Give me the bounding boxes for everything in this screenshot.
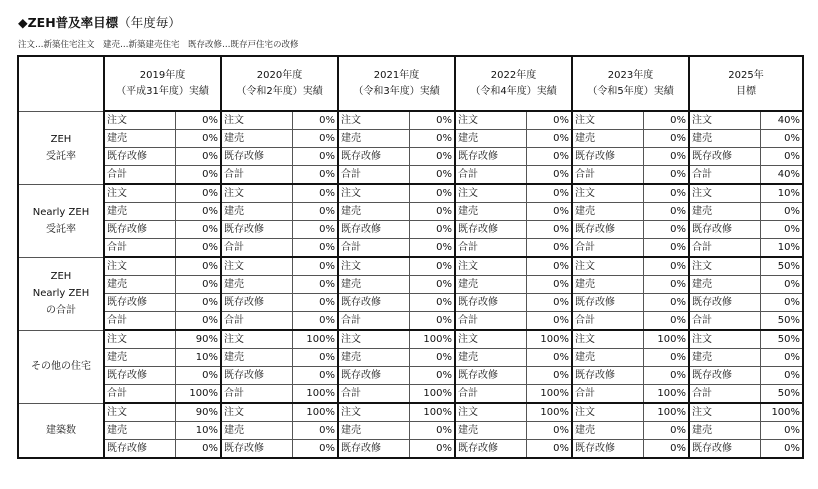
row-label: 注文 [689,257,760,276]
row-label: 合計 [338,312,409,331]
value-cell: 50% [760,257,803,276]
value-cell: 0% [175,111,221,130]
value-cell: 0% [292,130,338,148]
value-cell: 0% [526,367,572,385]
value-cell: 0% [292,166,338,185]
row-label: 建売 [338,422,409,440]
column-note: （令和4年度）実績 [470,85,557,97]
category-label: Nearly ZEH 受託率 [18,184,104,257]
row-label: 注文 [338,403,409,422]
row-label: 既存改修 [572,221,643,239]
row-label: 合計 [572,312,643,331]
value-cell: 0% [643,440,689,459]
value-cell: 0% [292,367,338,385]
row-label: 建売 [338,203,409,221]
row-label: 建売 [689,349,760,367]
table-row [18,367,803,385]
row-label: 注文 [572,184,643,203]
row-label: 建売 [572,422,643,440]
row-label: 注文 [221,257,292,276]
column-header [221,56,338,111]
value-cell: 0% [409,166,455,185]
row-label: 既存改修 [572,148,643,166]
row-label: 合計 [221,385,292,404]
value-cell: 0% [292,203,338,221]
value-cell: 0% [175,257,221,276]
value-cell: 0% [760,422,803,440]
row-label: 合計 [221,312,292,331]
row-label: 建売 [572,349,643,367]
row-label: 合計 [221,239,292,258]
value-cell: 100% [292,330,338,349]
legend-note: 注文…新築住宅注文 建売…新築建売住宅 既存改修…既存戸住宅の改修 [18,40,299,50]
row-label: 注文 [572,257,643,276]
value-cell: 0% [760,130,803,148]
row-label: 注文 [104,184,175,203]
value-cell: 0% [175,312,221,331]
value-cell: 0% [175,367,221,385]
value-cell: 0% [292,440,338,459]
value-cell: 100% [643,385,689,404]
zeh-target-table [17,55,804,459]
value-cell: 0% [409,312,455,331]
value-cell: 0% [175,239,221,258]
table-body [18,111,803,458]
row-label: 注文 [455,257,526,276]
value-cell: 10% [175,349,221,367]
page-title [18,13,181,31]
table-row [18,148,803,166]
value-cell: 0% [409,130,455,148]
row-label: 既存改修 [572,294,643,312]
value-cell: 0% [292,312,338,331]
row-label: 既存改修 [572,440,643,459]
value-cell: 100% [526,330,572,349]
value-cell: 0% [409,294,455,312]
row-label: 合計 [338,166,409,185]
row-label: 既存改修 [221,294,292,312]
value-cell: 100% [409,403,455,422]
title-main: ◆ZEH普及率目標 [18,15,119,30]
row-label: 建売 [338,349,409,367]
value-cell: 0% [175,184,221,203]
value-cell: 0% [409,440,455,459]
table-row [18,203,803,221]
row-label: 注文 [689,111,760,130]
value-cell: 0% [175,221,221,239]
row-label: 建売 [455,130,526,148]
row-label: 注文 [455,403,526,422]
value-cell: 0% [292,184,338,203]
table-row [18,166,803,185]
row-label: 建売 [221,422,292,440]
value-cell: 0% [292,221,338,239]
table-row [18,221,803,239]
value-cell: 0% [292,111,338,130]
row-label: 建売 [689,203,760,221]
row-label: 注文 [221,184,292,203]
row-label: 注文 [104,111,175,130]
row-label: 既存改修 [455,440,526,459]
value-cell: 0% [409,148,455,166]
value-cell: 0% [409,257,455,276]
value-cell: 0% [526,239,572,258]
value-cell: 0% [526,440,572,459]
row-label: 注文 [104,257,175,276]
row-label: 既存改修 [338,294,409,312]
value-cell: 0% [526,422,572,440]
value-cell: 100% [292,385,338,404]
value-cell: 0% [760,221,803,239]
row-label: 建売 [455,422,526,440]
row-label: 合計 [104,312,175,331]
category-label: ZEH Nearly ZEH の合計 [18,257,104,330]
row-label: 既存改修 [689,367,760,385]
row-label: 建売 [104,203,175,221]
column-header [104,56,221,111]
row-label: 既存改修 [338,367,409,385]
value-cell: 0% [643,184,689,203]
column-year: 2025年 [728,69,764,81]
value-cell: 100% [175,385,221,404]
table-row [18,294,803,312]
value-cell: 50% [760,385,803,404]
value-cell: 0% [643,111,689,130]
value-cell: 0% [175,130,221,148]
value-cell: 0% [643,349,689,367]
table-row [18,257,803,276]
value-cell: 100% [292,403,338,422]
value-cell: 0% [643,221,689,239]
row-label: 既存改修 [689,221,760,239]
row-label: 合計 [104,239,175,258]
table-row [18,184,803,203]
row-label: 既存改修 [455,148,526,166]
row-label: 建売 [221,276,292,294]
value-cell: 100% [526,403,572,422]
value-cell: 0% [292,349,338,367]
row-label: 注文 [572,403,643,422]
column-year: 2023年度 [607,69,654,81]
value-cell: 10% [175,422,221,440]
row-label: 既存改修 [221,221,292,239]
value-cell: 50% [760,330,803,349]
row-label: 建売 [689,276,760,294]
column-year: 2022年度 [490,69,537,81]
value-cell: 0% [409,239,455,258]
value-cell: 0% [643,276,689,294]
row-label: 合計 [455,312,526,331]
value-cell: 0% [526,111,572,130]
value-cell: 0% [175,148,221,166]
value-cell: 0% [643,239,689,258]
row-label: 建売 [221,203,292,221]
column-year: 2019年度 [139,69,186,81]
row-label: 建売 [338,276,409,294]
row-label: 合計 [104,166,175,185]
row-label: 既存改修 [104,294,175,312]
row-label: 注文 [338,111,409,130]
row-label: 建売 [221,130,292,148]
table-row [18,403,803,422]
row-label: 注文 [104,403,175,422]
value-cell: 90% [175,403,221,422]
column-year: 2021年度 [373,69,420,81]
row-label: 合計 [338,385,409,404]
table-row [18,312,803,331]
row-label: 既存改修 [455,294,526,312]
row-label: 既存改修 [689,440,760,459]
row-label: 注文 [689,403,760,422]
value-cell: 0% [292,148,338,166]
category-label: ZEH 受託率 [18,111,104,184]
row-label: 既存改修 [338,440,409,459]
value-cell: 0% [526,166,572,185]
row-label: 建売 [572,203,643,221]
row-label: 合計 [572,166,643,185]
column-note: （令和5年度）実績 [587,85,674,97]
row-label: 建売 [572,276,643,294]
row-label: 建売 [104,422,175,440]
row-label: 注文 [221,330,292,349]
row-label: 注文 [689,330,760,349]
row-label: 既存改修 [104,367,175,385]
value-cell: 90% [175,330,221,349]
row-label: 注文 [455,330,526,349]
value-cell: 100% [760,403,803,422]
category-label: 建築数 [18,403,104,458]
row-label: 既存改修 [689,148,760,166]
value-cell: 10% [760,184,803,203]
column-note: （令和3年度）実績 [353,85,440,97]
value-cell: 100% [643,330,689,349]
row-label: 注文 [338,184,409,203]
value-cell: 0% [526,312,572,331]
row-label: 既存改修 [338,221,409,239]
value-cell: 0% [643,422,689,440]
value-cell: 0% [643,130,689,148]
column-header [572,56,689,111]
table-row [18,330,803,349]
row-label: 合計 [455,385,526,404]
row-label: 合計 [689,239,760,258]
row-label: 合計 [689,312,760,331]
row-label: 合計 [572,239,643,258]
row-label: 建売 [455,349,526,367]
row-label: 建売 [689,422,760,440]
value-cell: 0% [175,294,221,312]
value-cell: 0% [409,349,455,367]
value-cell: 10% [760,239,803,258]
row-label: 既存改修 [689,294,760,312]
row-label: 合計 [455,239,526,258]
row-label: 合計 [338,239,409,258]
value-cell: 0% [526,148,572,166]
value-cell: 100% [409,385,455,404]
row-label: 既存改修 [572,367,643,385]
value-cell: 0% [526,130,572,148]
table-row [18,276,803,294]
column-header [455,56,572,111]
value-cell: 0% [292,422,338,440]
value-cell: 100% [409,330,455,349]
value-cell: 0% [526,257,572,276]
value-cell: 0% [409,422,455,440]
value-cell: 0% [643,203,689,221]
value-cell: 0% [643,257,689,276]
value-cell: 100% [643,403,689,422]
value-cell: 0% [760,349,803,367]
row-label: 注文 [104,330,175,349]
value-cell: 0% [292,276,338,294]
value-cell: 0% [409,111,455,130]
row-label: 注文 [221,403,292,422]
value-cell: 0% [526,294,572,312]
header-row [18,56,803,111]
value-cell: 0% [409,203,455,221]
column-note: 目標 [736,85,757,97]
row-label: 建売 [221,349,292,367]
column-header [689,56,803,111]
row-label: 既存改修 [455,367,526,385]
row-label: 注文 [689,184,760,203]
column-year: 2020年度 [256,69,303,81]
row-label: 建売 [104,349,175,367]
row-label: 合計 [104,385,175,404]
row-label: 既存改修 [455,221,526,239]
value-cell: 0% [760,440,803,459]
row-label: 建売 [104,130,175,148]
value-cell: 0% [292,257,338,276]
value-cell: 0% [409,367,455,385]
table-row [18,422,803,440]
row-label: 既存改修 [221,148,292,166]
value-cell: 50% [760,312,803,331]
row-label: 既存改修 [104,148,175,166]
value-cell: 0% [526,221,572,239]
value-cell: 0% [409,276,455,294]
row-label: 合計 [689,166,760,185]
column-header [338,56,455,111]
row-label: 注文 [455,184,526,203]
table-row [18,130,803,148]
row-label: 既存改修 [221,367,292,385]
value-cell: 0% [760,203,803,221]
value-cell: 0% [409,184,455,203]
row-label: 合計 [221,166,292,185]
value-cell: 100% [526,385,572,404]
column-note: （平成31年度）実績 [116,85,209,97]
row-label: 合計 [455,166,526,185]
value-cell: 0% [175,276,221,294]
table-row [18,111,803,130]
table-row [18,239,803,258]
value-cell: 0% [643,148,689,166]
row-label: 建売 [104,276,175,294]
value-cell: 0% [526,184,572,203]
table-row [18,440,803,459]
table-row [18,385,803,404]
value-cell: 0% [292,294,338,312]
table-row [18,349,803,367]
row-label: 注文 [338,330,409,349]
row-label: 注文 [572,111,643,130]
row-label: 既存改修 [221,440,292,459]
row-label: 建売 [689,130,760,148]
title-note: （年度毎） [118,15,181,30]
value-cell: 0% [175,166,221,185]
row-label: 建売 [572,130,643,148]
value-cell: 0% [292,239,338,258]
value-cell: 0% [643,312,689,331]
value-cell: 40% [760,111,803,130]
value-cell: 0% [760,148,803,166]
row-label: 既存改修 [104,440,175,459]
value-cell: 0% [526,276,572,294]
row-label: 既存改修 [104,221,175,239]
value-cell: 0% [760,367,803,385]
value-cell: 40% [760,166,803,185]
value-cell: 0% [760,294,803,312]
row-label: 合計 [689,385,760,404]
value-cell: 0% [526,349,572,367]
row-label: 建売 [338,130,409,148]
row-label: 既存改修 [338,148,409,166]
value-cell: 0% [643,166,689,185]
row-label: 注文 [338,257,409,276]
value-cell: 0% [643,367,689,385]
corner-cell [18,56,104,111]
row-label: 建売 [455,203,526,221]
column-note: （令和2年度）実績 [236,85,323,97]
value-cell: 0% [175,203,221,221]
row-label: 注文 [221,111,292,130]
row-label: 注文 [572,330,643,349]
value-cell: 0% [526,203,572,221]
value-cell: 0% [175,440,221,459]
value-cell: 0% [409,221,455,239]
row-label: 建売 [455,276,526,294]
row-label: 注文 [455,111,526,130]
value-cell: 0% [643,294,689,312]
value-cell: 0% [760,276,803,294]
row-label: 合計 [572,385,643,404]
category-label: その他の住宅 [18,330,104,403]
